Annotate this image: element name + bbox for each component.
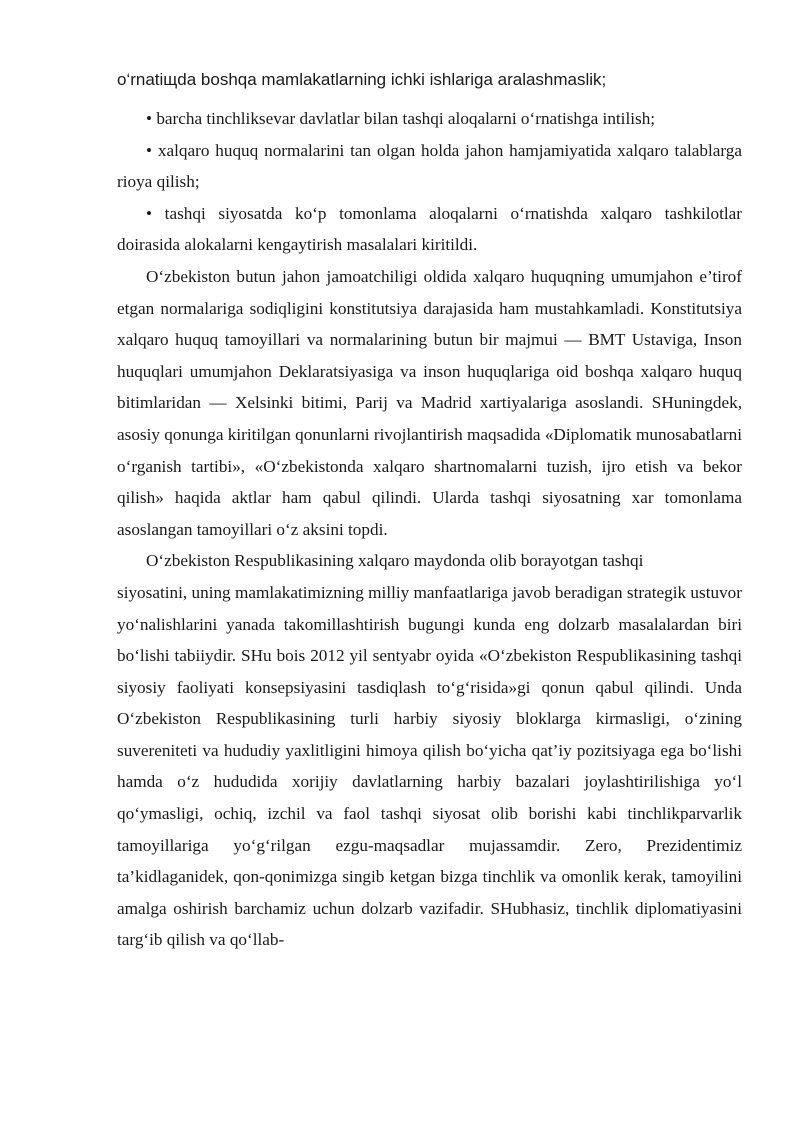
bullet-item-3: • tashqi siyosatda ko‘p tomonlama aloqalarni o‘rnatishda xalqaro tashkilotlar doirasida alokalarni kengaytirish masalalari kiritildi. — [117, 203, 742, 255]
paragraph-foreign-policy-first-line: O‘zbekiston Respublikasining xalqaro maydonda olib borayotgan tashqi — [146, 551, 644, 571]
paragraph-constitution: O‘zbekiston butun jahon jamoatchiligi oldida xalqaro huquqning umumjahon e’tirof etgan normalariga sodiqligini konstitutsiya darajasida ham mustahkamladi. Konstitutsiya xalqaro huquq tamoyillari va normalarining butun bir majmui — BMT Ustaviga, Inson huquqlari umumjahon Deklaratsiyasiga va inson huquqlariga oid boshqa xalqaro huquq bitimlaridan — Xelsinki bitimi, Parij va Madrid xartiyalariga asoslandi. SHuningdek, asosiy qonunga kiritilgan qonunlarni rivojlantirish maqsadida «Diplomatik munosabatlarni o‘rganish tartibi», «O‘zbekistonda xalqaro shartnomalarni tuzish, ijro etish va bekor qilish» haqida aktlar ham qabul qilindi. Ularda tashqi siyosatning xar tomonlama asoslangan tamoyillari o‘z aksini topdi. — [117, 266, 742, 539]
bullet-item-2: • xalqaro huquq normalarini tan olgan holda jahon hamjamiyatida xalqaro talablarga rioya qilish; — [117, 140, 742, 192]
paragraph-foreign-policy: siyosatini, uning mamlakatimizning milliy manfaatlariga javob beradigan strategik ustuvor yo‘nalishlarini yanada takomillashtirish bugungi kunda eng dolzarb masalalardan biri bo‘lishi tabiiydir. SHu bois 2012 yil sentyabr oyida «O‘zbekiston Respublikasining tashqi siyosiy faoliyati konsepsiyasini tasdiqlash to‘g‘risida»gi qonun qabul qilindi. Unda O‘zbekiston Respublikasining turli harbiy siyosiy bloklarga kirmasligi, o‘zining suvereniteti va hududiy yaxlitligini himoya qilish bo‘yicha qat’iy pozitsiyaga ega bo‘lishi hamda o‘z hududida xorijiy davlatlarning harbiy bazalari joylashtirilishiga yo‘l qo‘ymasligi, ochiq, izchil va faol tashqi siyosat olib borishi kabi tinchlikparvarlik tamoyillariga yo‘g‘rilgan ezgu-maqsadlar mujassamdir. Zero, Prezidentimiz ta’kidlaganidek, qon-qonimizga singib ketgan bizga tinchlik va omonlik kerak, tamoyilini amalga oshirish barchamiz uchun dolzarb vazifadir. SHubhasiz, tinchlik diplomatiyasini targ‘ib qilish va qo‘llab- — [117, 582, 742, 950]
continuation-line: o‘rnatiщda boshqa mamlakatlarning ichki ishlariga aralashmaslik; — [117, 70, 607, 89]
bullet-item-1: • barcha tinchliksevar davlatlar bilan tashqi aloqalarni o‘rnatishga intilish; — [146, 109, 656, 128]
body-text — [117, 103, 742, 956]
